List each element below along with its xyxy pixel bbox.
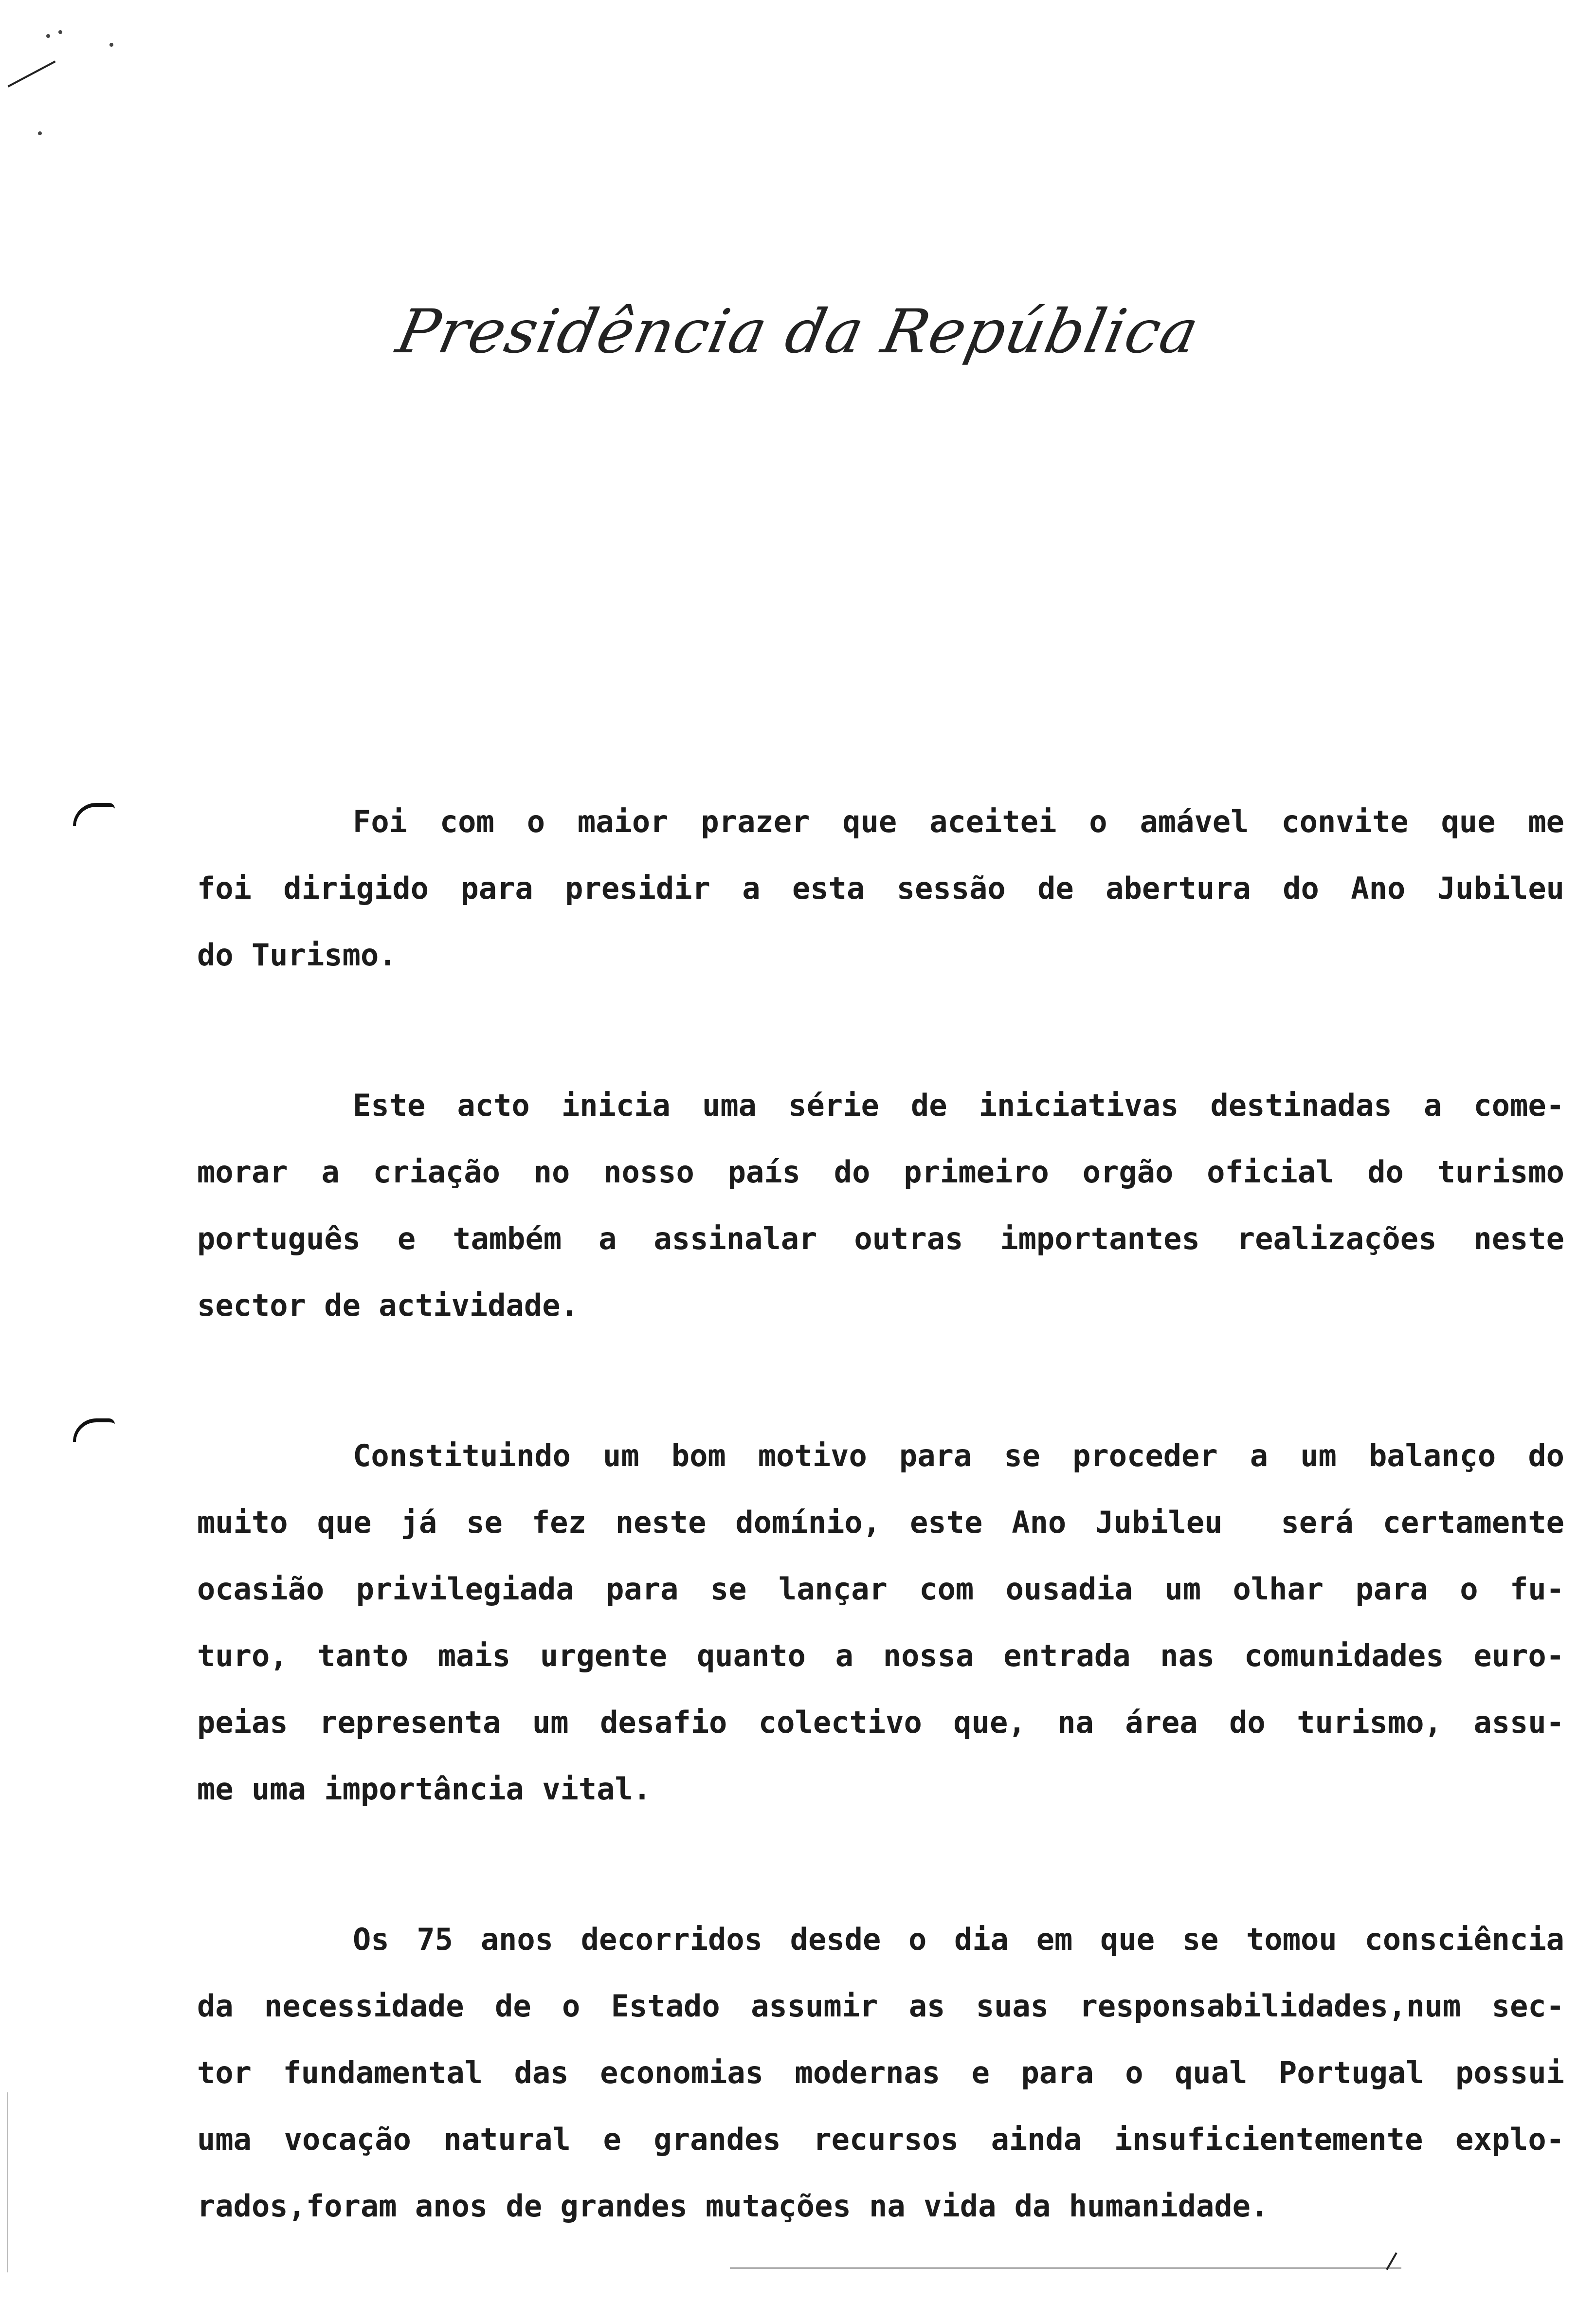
scan-mark-dot: [58, 30, 62, 34]
scan-mark-dot: [46, 34, 50, 38]
text-line: morar a criação no nosso país do primeiro orgão oficial do turismo: [197, 1154, 1564, 1190]
text-line: uma vocação natural e grandes recursos ainda insuficientemente explo-: [197, 2122, 1564, 2157]
text-line: Este acto inicia uma série de iniciativas destinadas a come-: [353, 1088, 1564, 1123]
paragraph-4: [197, 1906, 1564, 2239]
text-line: do Turismo.: [197, 937, 397, 973]
paragraph-1: [197, 788, 1564, 988]
text-line: rados,foram anos de grandes mutações na vida da humanidade.: [197, 2188, 1269, 2224]
text-line: foi dirigido para presidir a esta sessão de abertura do Ano Jubileu: [197, 871, 1564, 906]
text-line: ocasião privilegiada para se lançar com ousadia um olhar para o fu-: [197, 1571, 1564, 1607]
text-line: Constituindo um bom motivo para se proceder a um balanço do: [353, 1438, 1564, 1473]
text-line: muito que já se fez neste domínio, este Ano Jubileu será certamente: [197, 1505, 1564, 1540]
text-line: português e também a assinalar outras importantes realizações neste: [197, 1221, 1564, 1256]
letterhead-title: Presidência da República: [391, 297, 1205, 367]
document-body: [197, 788, 1564, 2323]
punch-hole-mark: [73, 1418, 115, 1442]
scan-mark-dot: [109, 43, 113, 47]
text-line: me uma importância vital.: [197, 1771, 652, 1807]
text-line: Foi com o maior prazer que aceitei o amável convite que me: [353, 804, 1564, 839]
text-line: da necessidade de o Estado assumir as suas responsabilidades,num sec-: [197, 1988, 1564, 2024]
scan-edge-line: [7, 2092, 8, 2272]
scan-mark-stroke: [7, 60, 55, 87]
text-line: Os 75 anos decorridos desde o dia em que se tomou consciência: [353, 1922, 1564, 1957]
paragraph-2: [197, 1072, 1564, 1339]
scan-mark-dot: [38, 131, 42, 135]
paragraph-3: [197, 1422, 1564, 1822]
text-line: sector de actividade.: [197, 1288, 579, 1323]
text-line: peias representa um desafio colectivo que, na área do turismo, assu-: [197, 1705, 1564, 1740]
scan-bottom-rule: [730, 2268, 1401, 2269]
text-line: turo, tanto mais urgente quanto a nossa entrada nas comunidades euro-: [197, 1638, 1564, 1673]
punch-hole-mark: [73, 803, 115, 826]
text-line: tor fundamental das economias modernas e para o qual Portugal possui: [197, 2055, 1564, 2090]
